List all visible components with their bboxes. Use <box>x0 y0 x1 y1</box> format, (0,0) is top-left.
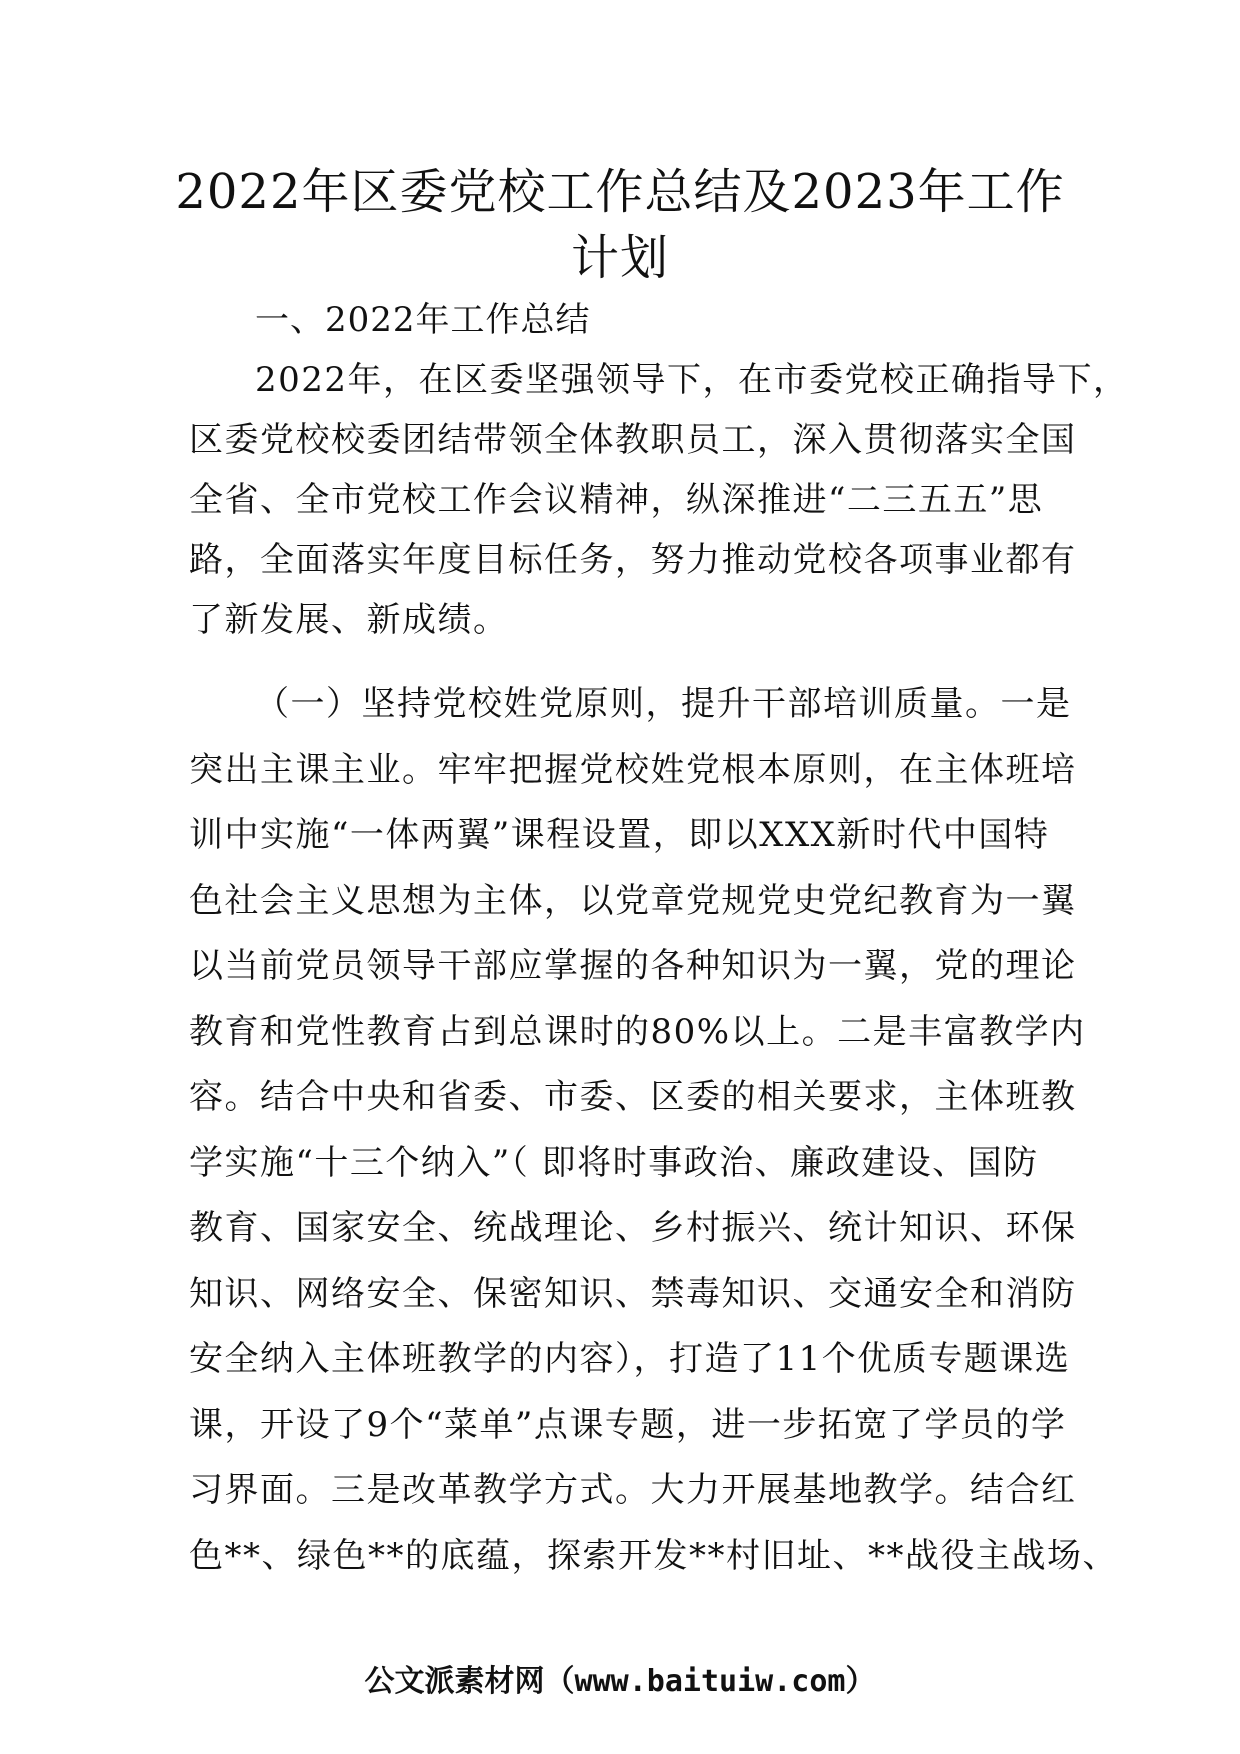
footer-watermark: 公文派素材网（www.baituiw.com） <box>364 1664 876 1699</box>
paragraph-line: 以当前党员领导干部应掌握的各种知识为一翼，党的理论 <box>189 946 1077 986</box>
paragraph-line: 了新发展、新成绩。 <box>189 600 509 640</box>
paragraph-line: （一）坚持党校姓党原则，提升干部培训质量。一是 <box>255 684 1072 724</box>
paragraph-line: 路，全面落实年度目标任务，努力推动党校各项事业都有 <box>189 540 1077 580</box>
paragraph-line: 教育和党性教育占到总课时的80%以上。二是丰富教学内 <box>189 1012 1086 1052</box>
paragraph-line: 教育、国家安全、统战理论、乡村振兴、统计知识、环保 <box>189 1208 1077 1248</box>
paragraph-line: 习界面。三是改革教学方式。大力开展基地教学。结合红 <box>189 1470 1077 1510</box>
paragraph-line: 容。结合中央和省委、市委、区委的相关要求，主体班教 <box>189 1077 1077 1117</box>
paragraph-line: 学实施“十三个纳入”（ 即将时事政治、廉政建设、国防 <box>189 1143 1039 1183</box>
paragraph-line: 课，开设了9个“菜单”点课专题，进一步拓宽了学员的学 <box>189 1405 1067 1445</box>
paragraph-line: 色社会主义思想为主体，以党章党规党史党纪教育为一翼 <box>189 881 1077 921</box>
paragraph-line: 全省、全市党校工作会议精神，纵深推进“二三五五”思 <box>189 480 1044 520</box>
document-title-line-2: 计划 <box>570 230 669 286</box>
paragraph-line: 训中实施“一体两翼”课程设置，即以XXX新时代中国特 <box>189 815 1050 855</box>
paragraph-line: 色**、绿色**的底蕴，探索开发**村旧址、**战役主战场、 <box>189 1536 1118 1576</box>
paragraph-line: 2022年，在区委坚强领导下，在市委党校正确指导下， <box>255 360 1129 400</box>
paragraph-line: 知识、网络安全、保密知识、禁毒知识、交通安全和消防 <box>189 1274 1077 1314</box>
paragraph-line: 区委党校校委团结带领全体教职员工，深入贯彻落实全国 <box>189 420 1077 460</box>
paragraph-line: 安全纳入主体班教学的内容），打造了11个优质专题课选 <box>189 1339 1071 1379</box>
paragraph-line: 突出主课主业。牢牢把握党校姓党根本原则，在主体班培 <box>189 750 1077 790</box>
document-title-line-1: 2022年区委党校工作总结及2023年工作 <box>175 164 1065 220</box>
section-heading: 一、2022年工作总结 <box>255 300 591 340</box>
